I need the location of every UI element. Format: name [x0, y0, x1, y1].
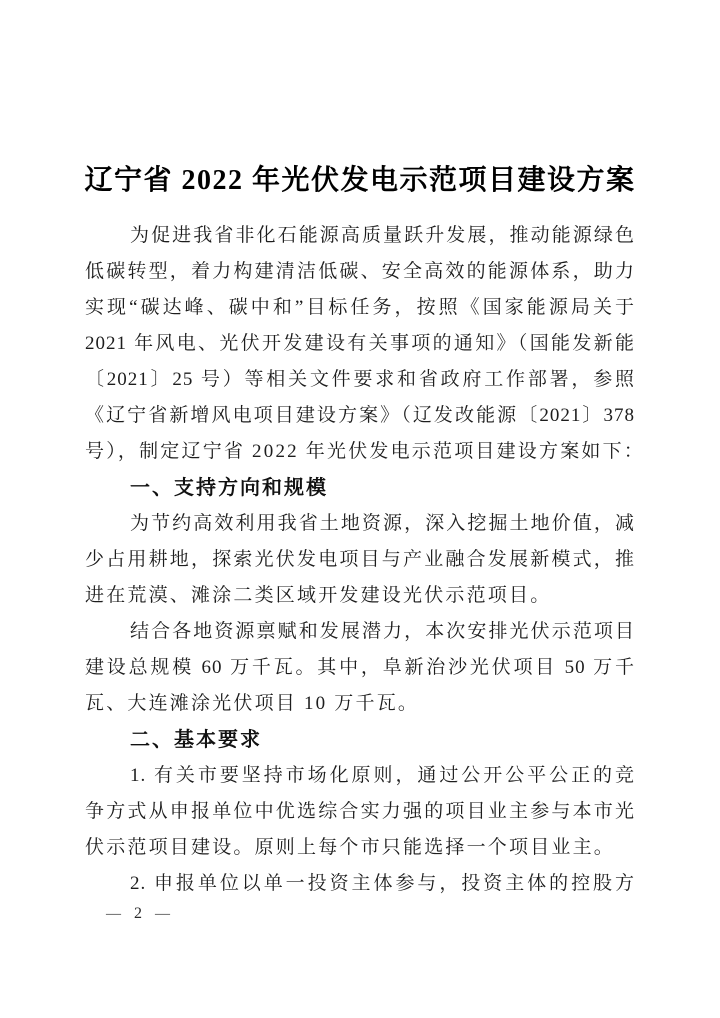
document-line: 瓦、大连滩涂光伏项目 10 万千瓦。	[85, 693, 420, 714]
document-line: 建设总规模 60 万千瓦。其中，阜新治沙光伏项目 50 万千	[85, 657, 635, 678]
document-line: 少占用耕地，探索光伏发电项目与产业融合发展新模式，推	[85, 549, 635, 570]
footer-page-number: 2	[134, 905, 142, 922]
page-footer	[106, 901, 170, 927]
document-line: 〔2021〕25 号）等相关文件要求和省政府工作部署，参照	[85, 369, 635, 390]
document-line: 1. 有关市要坚持市场化原则，通过公开公平公正的竞	[130, 765, 635, 786]
section-heading: 一、支持方向和规模	[130, 477, 328, 499]
document-line: 伏示范项目建设。原则上每个市只能选择一个项目业主。	[85, 837, 616, 858]
document-title: 辽宁省 2022 年光伏发电示范项目建设方案	[84, 165, 636, 196]
section-heading: 二、基本要求	[130, 729, 262, 751]
document-line: 为节约高效利用我省土地资源，深入挖掘土地价值，减	[130, 513, 635, 534]
footer-dash-right: —	[155, 906, 170, 922]
footer-dash-left: —	[106, 906, 121, 922]
document-line: 号），制定辽宁省 2022 年光伏发电示范项目建设方案如下：	[85, 441, 646, 462]
document-line: 争方式从申报单位中优选综合实力强的项目业主参与本市光	[85, 801, 635, 822]
document-line: 进在荒漠、滩涂二类区域开发建设光伏示范项目。	[85, 585, 552, 606]
document-line: 《辽宁省新增风电项目建设方案》（辽发改能源〔2021〕378	[85, 405, 635, 426]
document-line: 2. 申报单位以单一投资主体参与，投资主体的控股方	[130, 873, 635, 894]
document-line: 2021 年风电、光伏开发建设有关事项的通知》（国能发新能	[85, 333, 635, 354]
document-line: 结合各地资源禀赋和发展潜力，本次安排光伏示范项目	[130, 621, 635, 642]
document-line: 实现“碳达峰、碳中和”目标任务，按照《国家能源局关于	[85, 297, 635, 318]
document-line: 低碳转型，着力构建清洁低碳、安全高效的能源体系，助力	[85, 261, 635, 282]
document-body	[85, 218, 646, 902]
document-line: 为促进我省非化石能源高质量跃升发展，推动能源绿色	[130, 225, 635, 246]
